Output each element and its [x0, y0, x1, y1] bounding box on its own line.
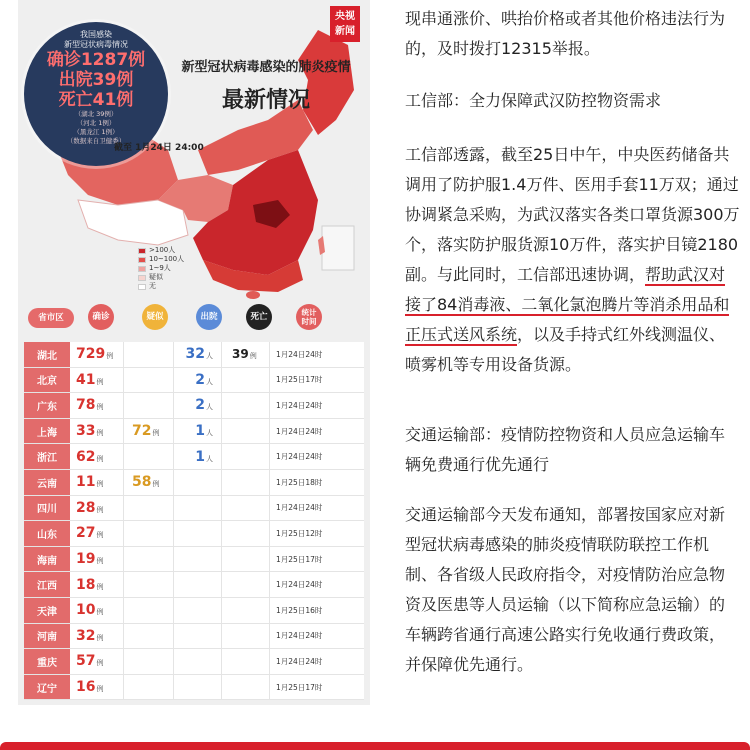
table-row — [24, 393, 364, 419]
cell-confirmed-value: 32 — [76, 627, 96, 644]
legend-label: >100人 — [149, 246, 176, 254]
cell-confirmed-value: 62 — [76, 448, 96, 465]
cell-confirmed — [70, 393, 124, 418]
cell-confirmed — [70, 444, 124, 469]
cell-confirmed — [70, 496, 124, 521]
p3-text-before: 工信部透露，截至25日中午，中央医药储备共调用了防护服1.4万件、医用手套11万双；通过协调紧急采购，为武汉落实各类口罩货源300万个，落实防护服货源10万件，落实护目镜2180副。与此同时，工信部迅速协调， — [405, 145, 740, 284]
cell-confirmed-unit: 例 — [96, 531, 104, 540]
cell-confirmed-unit: 例 — [96, 659, 104, 668]
cell-confirmed-unit: 例 — [96, 377, 104, 386]
cell-suspected — [124, 342, 174, 367]
cell-confirmed — [70, 572, 124, 597]
cctv-news-logo: 央视 新闻 — [330, 6, 360, 42]
cell-suspected — [124, 368, 174, 393]
cell-cured-value: 32 — [185, 346, 205, 363]
cell-confirmed-value: 11 — [76, 474, 96, 491]
cell-suspected-value: 58 — [132, 474, 152, 491]
cell-time: 1月24日24时 — [276, 349, 323, 359]
cell-time: 1月24日24时 — [276, 631, 323, 641]
legend-item — [138, 246, 184, 255]
cell-time: 1月25日16时 — [276, 605, 323, 615]
cell-region: 海南 — [24, 547, 70, 572]
article-paragraph-3 — [405, 140, 740, 380]
cell-confirmed-unit: 例 — [96, 685, 104, 694]
cell-region: 四川 — [24, 496, 70, 521]
table-row — [24, 649, 364, 675]
map-hainan — [246, 291, 260, 299]
cell-time: 1月24日24时 — [276, 452, 323, 462]
map-tibet — [78, 200, 188, 245]
cell-confirmed — [70, 649, 124, 674]
cell-suspected-value: 72 — [132, 423, 152, 440]
cell-confirmed-unit: 例 — [96, 505, 104, 514]
cell-region: 云南 — [24, 470, 70, 495]
cell-confirmed-value: 78 — [76, 397, 96, 414]
cell-deaths — [222, 598, 270, 623]
table-row — [24, 368, 364, 394]
table-row — [24, 521, 364, 547]
cell-cured — [174, 444, 222, 469]
cell-suspected-unit: 例 — [152, 429, 160, 438]
cell-confirmed — [70, 675, 124, 700]
cell-cured — [174, 419, 222, 444]
legend-item — [138, 282, 184, 291]
cell-region: 江西 — [24, 572, 70, 597]
cell-cured — [174, 521, 222, 546]
cell-deaths-unit: 例 — [249, 352, 257, 361]
map-legend — [138, 246, 184, 291]
cell-confirmed — [70, 598, 124, 623]
cell-time: 1月24日24时 — [276, 580, 323, 590]
cell-region: 广东 — [24, 393, 70, 418]
cell-cured — [174, 624, 222, 649]
cell-region: 重庆 — [24, 649, 70, 674]
table-header — [24, 300, 364, 340]
cell-confirmed-value: 27 — [76, 525, 96, 542]
cell-confirmed-value: 28 — [76, 499, 96, 516]
summary-deaths: 死亡41例 — [58, 90, 134, 110]
cell-confirmed-value: 18 — [76, 576, 96, 593]
legend-swatch — [138, 284, 146, 290]
cell-deaths — [222, 624, 270, 649]
cell-region: 辽宁 — [24, 675, 70, 700]
cell-confirmed — [70, 624, 124, 649]
table-row — [24, 470, 364, 496]
cell-time: 1月25日17时 — [276, 682, 323, 692]
cell-time: 1月25日18时 — [276, 477, 323, 487]
as-of-time: 截至 1月24日 24:00 — [114, 143, 204, 153]
cell-confirmed — [70, 368, 124, 393]
legend-item — [138, 273, 184, 282]
legend-label: 疑似 — [149, 273, 163, 281]
summary-heading1: 我国感染 — [80, 30, 112, 39]
cell-suspected — [124, 444, 174, 469]
summary-confirmed: 确诊1287例 — [46, 50, 146, 70]
cell-cured — [174, 342, 222, 367]
cell-time: 1月25日12时 — [276, 528, 323, 538]
title-line1: 新型冠状病毒感染的肺炎疫情 — [181, 60, 351, 75]
cell-suspected — [124, 598, 174, 623]
cell-time: 1月24日24时 — [276, 400, 323, 410]
cell-region: 河南 — [24, 624, 70, 649]
cell-deaths-value: 39 — [232, 347, 249, 362]
cell-suspected-unit: 例 — [152, 480, 160, 489]
article-paragraph-1: 现串通涨价、哄抬价格或者其他价格违法行为的，及时拨打12315举报。 — [405, 9, 726, 58]
cell-confirmed-unit: 例 — [106, 352, 114, 361]
cell-time: 1月25日17时 — [276, 375, 323, 385]
cell-region: 上海 — [24, 419, 70, 444]
cell-cured — [174, 649, 222, 674]
cell-cured — [174, 547, 222, 572]
cell-suspected — [124, 547, 174, 572]
legend-swatch — [138, 257, 146, 263]
cell-confirmed-unit: 例 — [96, 633, 104, 642]
cell-confirmed-unit: 例 — [96, 582, 104, 591]
summary-sub1: （湖北 39例） — [74, 110, 118, 118]
cell-deaths — [222, 675, 270, 700]
cell-confirmed-value: 41 — [76, 371, 96, 388]
cell-deaths — [222, 470, 270, 495]
cell-confirmed-value: 57 — [76, 653, 96, 670]
table-row — [24, 572, 364, 598]
cell-cured-unit: 人 — [206, 403, 213, 412]
cell-time: 1月24日24时 — [276, 656, 323, 666]
cell-confirmed-unit: 例 — [96, 454, 104, 463]
header-cured: 出院 — [196, 304, 222, 330]
legend-item — [138, 255, 184, 264]
cases-table — [24, 342, 364, 700]
cell-suspected — [124, 624, 174, 649]
cell-cured-unit: 人 — [206, 429, 213, 438]
table-row — [24, 419, 364, 445]
cell-confirmed-unit: 例 — [96, 608, 104, 617]
legend-swatch — [138, 266, 146, 272]
cell-cured-value: 2 — [195, 397, 205, 414]
table-row — [24, 496, 364, 522]
cell-region: 湖北 — [24, 342, 70, 367]
cell-cured-value: 1 — [195, 448, 205, 465]
cell-suspected — [124, 419, 174, 444]
legend-item — [138, 264, 184, 273]
cell-confirmed-unit: 例 — [96, 403, 104, 412]
cell-suspected — [124, 649, 174, 674]
cell-time: 1月24日24时 — [276, 426, 323, 436]
legend-swatch — [138, 248, 146, 254]
bottom-accent-bar — [0, 742, 750, 750]
cell-confirmed — [70, 342, 124, 367]
cell-cured — [174, 393, 222, 418]
cell-confirmed-value: 33 — [76, 423, 96, 440]
cell-cured — [174, 496, 222, 521]
cell-confirmed-value: 19 — [76, 551, 96, 568]
cell-deaths — [222, 572, 270, 597]
cell-cured-unit: 人 — [206, 454, 213, 463]
cell-suspected — [124, 675, 174, 700]
summary-note: （数据来自卫健委） — [66, 137, 126, 145]
cell-region: 天津 — [24, 598, 70, 623]
table-row — [24, 598, 364, 624]
cell-deaths — [222, 342, 270, 367]
cell-cured-value: 2 — [195, 371, 205, 388]
cell-region: 北京 — [24, 368, 70, 393]
cell-confirmed — [70, 521, 124, 546]
cell-deaths — [222, 521, 270, 546]
cell-suspected — [124, 470, 174, 495]
cell-deaths — [222, 496, 270, 521]
cell-deaths — [222, 393, 270, 418]
table-row — [24, 444, 364, 470]
legend-label: 1~9人 — [149, 264, 171, 272]
cell-confirmed-value: 16 — [76, 679, 96, 696]
cell-confirmed-unit: 例 — [96, 557, 104, 566]
cell-region: 浙江 — [24, 444, 70, 469]
cell-suspected — [124, 496, 174, 521]
cell-deaths — [222, 444, 270, 469]
cell-cured-unit: 人 — [206, 377, 213, 386]
table-row — [24, 624, 364, 650]
cell-confirmed-value: 729 — [76, 346, 106, 363]
legend-swatch — [138, 275, 146, 281]
cell-suspected — [124, 521, 174, 546]
cell-deaths — [222, 547, 270, 572]
summary-sub3: （黑龙江 1例） — [73, 128, 119, 136]
cell-time: 1月25日17时 — [276, 554, 323, 564]
header-time: 统计时间 — [296, 304, 322, 330]
cell-confirmed — [70, 470, 124, 495]
article-heading-transport: 交通运输部：疫情防控物资和人员应急运输车辆免费通行优先通行 — [405, 425, 726, 474]
article-paragraph-5: 交通运输部今天发布通知，部署按国家应对新型冠状病毒感染的肺炎疫情联防联控工作机制、各省级人民政府指令，对疫情防治应急物资及医患等人员运输（以下简称应急运输）的车辆跨省通行高速公路实行免收通行费政策，并保障优先通行。 — [405, 505, 726, 674]
cell-confirmed-value: 10 — [76, 602, 96, 619]
p3-highlighted-text: 帮助武汉对接了84消毒液、二氧化氯泡腾片等消杀用品和正压式送风系统 — [405, 265, 730, 344]
article-heading-miit: 工信部：全力保障武汉防控物资需求 — [405, 91, 662, 110]
cell-suspected — [124, 393, 174, 418]
cell-cured — [174, 368, 222, 393]
legend-label: 无 — [149, 282, 156, 290]
legend-label: 10~100人 — [149, 255, 185, 263]
cell-suspected — [124, 572, 174, 597]
cell-confirmed — [70, 419, 124, 444]
table-row — [24, 675, 364, 701]
map-south-sea-inset — [322, 226, 354, 270]
summary-sub2: （河北 1例） — [76, 119, 116, 127]
p3-text-after: ，以及手持式红外线测温仪、喷雾机等专用设备货源。 — [405, 325, 726, 374]
header-region: 省市区 — [28, 308, 74, 328]
cell-cured — [174, 470, 222, 495]
cell-cured — [174, 572, 222, 597]
cell-deaths — [222, 419, 270, 444]
cell-region: 山东 — [24, 521, 70, 546]
cell-cured-unit: 人 — [206, 352, 213, 361]
cell-confirmed-unit: 例 — [96, 480, 104, 489]
infographic-title — [166, 56, 366, 114]
cell-time: 1月24日24时 — [276, 503, 323, 513]
table-row — [24, 342, 364, 368]
cell-cured-value: 1 — [195, 423, 205, 440]
cell-deaths — [222, 368, 270, 393]
covid-infographic — [18, 0, 370, 705]
header-confirmed: 确诊 — [88, 304, 114, 330]
header-deaths: 死亡 — [246, 304, 272, 330]
cell-confirmed — [70, 547, 124, 572]
summary-discharged: 出院39例 — [58, 70, 134, 90]
table-row — [24, 547, 364, 573]
cell-deaths — [222, 649, 270, 674]
summary-heading2: 新型冠状病毒情况 — [64, 40, 128, 49]
cell-cured — [174, 675, 222, 700]
cell-cured — [174, 598, 222, 623]
header-suspected: 疑似 — [142, 304, 168, 330]
title-line2: 最新情况 — [221, 87, 310, 113]
cell-confirmed-unit: 例 — [96, 429, 104, 438]
